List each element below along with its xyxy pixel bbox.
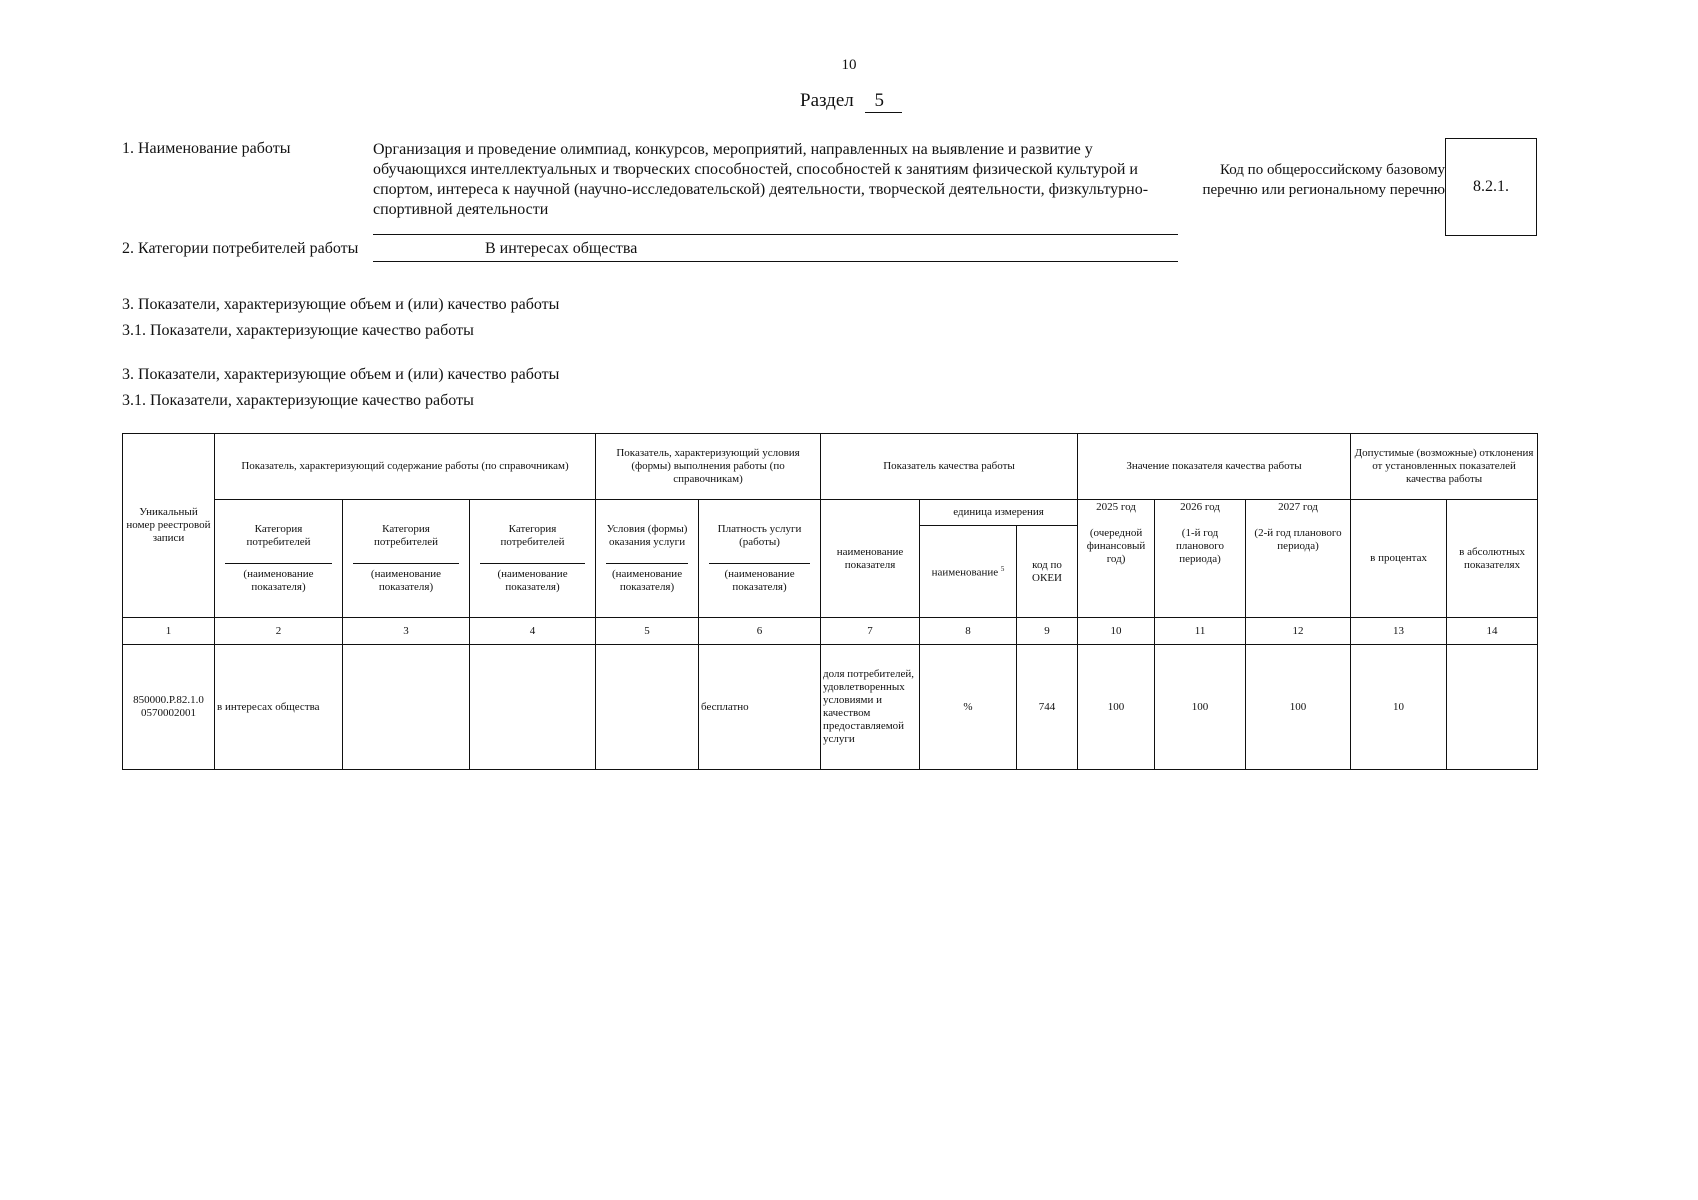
cell-payment: бесплатно — [699, 645, 821, 770]
cell-deviation-absolute — [1447, 645, 1538, 770]
cell-value-2027: 100 — [1246, 645, 1351, 770]
header-unique-number: Уникальный номер реестровой записи — [123, 434, 215, 618]
col-number: 14 — [1447, 618, 1538, 645]
header-unit-group: единица измерения — [920, 500, 1078, 526]
col-number: 8 — [920, 618, 1017, 645]
section-label: Раздел — [800, 90, 854, 111]
header-col-5: Условия (формы) оказания услуги (наименование показателя) — [596, 500, 699, 618]
code-label: Код по общероссийскому базовому перечню или региональному перечню — [1202, 162, 1445, 198]
header-col-8-text: наименование — [931, 566, 999, 579]
col-number: 9 — [1017, 618, 1078, 645]
cell-consumer-category: в интересах общества — [215, 645, 343, 770]
col-number: 12 — [1246, 618, 1351, 645]
header-col-7: наименование показателя — [821, 500, 920, 618]
col-number: 11 — [1155, 618, 1246, 645]
header-deviations: Допустимые (возможные) отклонения от установленных показателей качества работы — [1351, 434, 1538, 500]
cell-okei-code: 744 — [1017, 645, 1078, 770]
code-box — [1445, 138, 1537, 236]
category-label: 2. Категории потребителей работы — [122, 240, 359, 257]
col-number: 10 — [1078, 618, 1155, 645]
work-name-label: 1. Наименование работы — [122, 140, 291, 157]
header-col-9: код по ОКЕИ — [1017, 526, 1078, 618]
col-number: 3 — [343, 618, 470, 645]
header-col-11: (1-й год планового периода) — [1155, 526, 1246, 618]
col-number: 5 — [596, 618, 699, 645]
cell-deviation-percent: 10 — [1351, 645, 1447, 770]
cell-indicator-name: доля потребителей, удовлетворенных условиями и качеством предоставляемой услуги — [821, 645, 920, 770]
cell-unique-number: 850000.Р.82.1.0 0570002001 — [123, 645, 215, 770]
cell-col-5 — [596, 645, 699, 770]
header-col-4: Категория потребителей (наименование показателя) — [470, 500, 596, 618]
work-name-value: Организация и проведение олимпиад, конкурсов, мероприятий, направленных на выявление и развитие у обучающихся интеллектуальных и творческих способностей, способностей к занятиям физической культурой и спортом, интереса к научной (научно-исследовательской) деятельности, творческой деятельности, физкультурно-спортивной деятельности — [373, 141, 1149, 218]
col-number: 13 — [1351, 618, 1447, 645]
header-year-2025: 2025 год — [1078, 500, 1155, 526]
heading-3-1-a: 3.1. Показатели, характеризующие качество работы — [122, 322, 474, 339]
header-col-2: Категория потребителей (наименование показателя) — [215, 500, 343, 618]
col-number: 2 — [215, 618, 343, 645]
header-year-2026: 2026 год — [1155, 500, 1246, 526]
header-col-13: в процентах — [1351, 500, 1447, 618]
cell-unit-name: % — [920, 645, 1017, 770]
cell-col-4 — [470, 645, 596, 770]
quality-indicators-table — [122, 433, 1538, 770]
header-quality-values: Значение показателя качества работы — [1078, 434, 1351, 500]
category-value: В интересах общества — [485, 240, 638, 257]
header-col-6: Платность услуги (работы) (наименование показателя) — [699, 500, 821, 618]
category-underline — [373, 261, 1178, 262]
header-col-3: Категория потребителей (наименование показателя) — [343, 500, 470, 618]
page-number: 10 — [841, 57, 857, 73]
col-number: 6 — [699, 618, 821, 645]
header-quality-indicator: Показатель качества работы — [821, 434, 1078, 500]
heading-3-b: 3. Показатели, характеризующие объем и (или) качество работы — [122, 366, 560, 383]
cell-value-2026: 100 — [1155, 645, 1246, 770]
heading-3-1-b: 3.1. Показатели, характеризующие качество работы — [122, 392, 474, 409]
header-col-14: в абсолютных показателях — [1447, 500, 1538, 618]
heading-3-a: 3. Показатели, характеризующие объем и (или) качество работы — [122, 296, 560, 313]
work-name-underline — [373, 234, 1178, 235]
header-col-8-footnote: 5 — [1000, 565, 1005, 574]
header-conditions-indicator: Показатель, характеризующий условия (формы) выполнения работы (по справочникам) — [596, 434, 821, 500]
header-year-2027: 2027 год — [1246, 500, 1351, 526]
table-row — [123, 645, 1538, 770]
header-content-indicator: Показатель, характеризующий содержание работы (по справочникам) — [215, 434, 596, 500]
section-title — [800, 90, 902, 113]
header-col-12: (2-й год планового периода) — [1246, 526, 1351, 618]
code-value: 8.2.1. — [1473, 178, 1509, 195]
cell-col-3 — [343, 645, 470, 770]
header-col-8 — [920, 526, 1017, 618]
cell-value-2025: 100 — [1078, 645, 1155, 770]
header-col-10: (очередной финансовый год) — [1078, 526, 1155, 618]
col-number: 1 — [123, 618, 215, 645]
col-number: 4 — [470, 618, 596, 645]
section-number: 5 — [865, 90, 903, 113]
column-numbers-row — [123, 618, 1538, 645]
col-number: 7 — [821, 618, 920, 645]
